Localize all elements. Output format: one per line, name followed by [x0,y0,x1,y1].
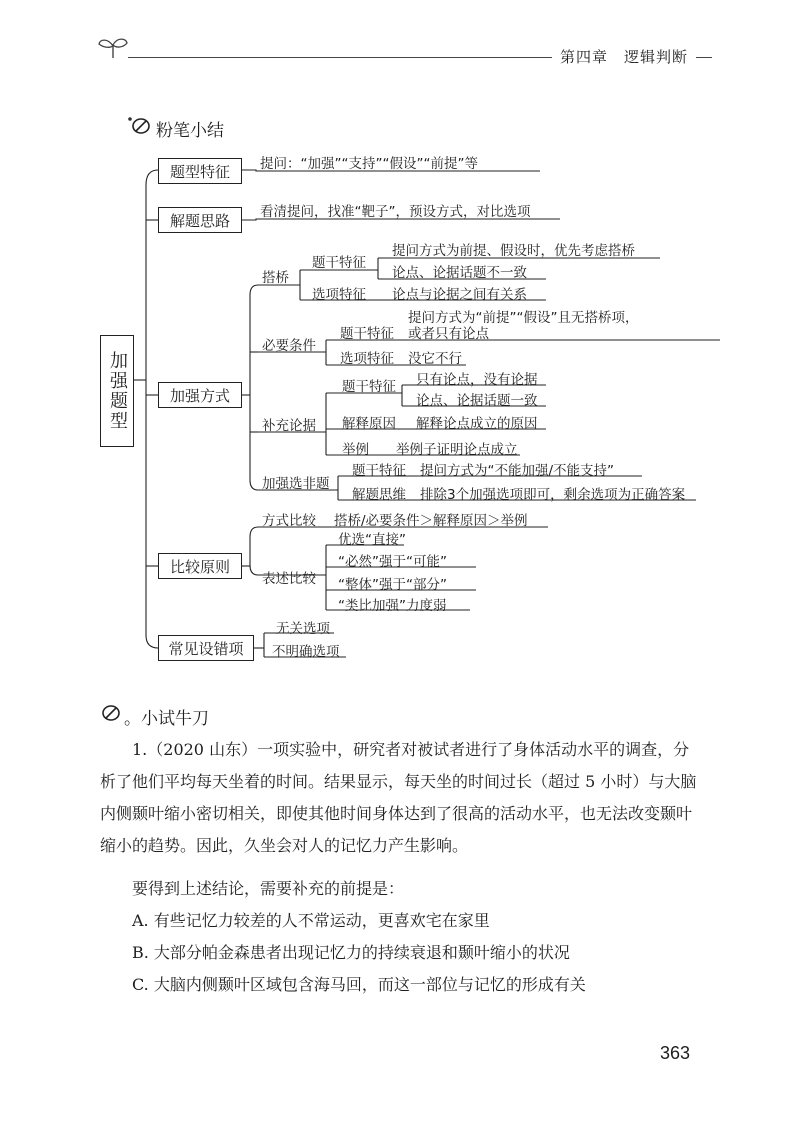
node-compare-principle [158,553,242,579]
question-stem [100,734,700,862]
practice-pencil-icon [100,703,122,727]
non-strengthen-stem-label: 题干特征 [352,463,406,479]
non-strengthen-idea-label: 解题思维 [352,487,406,503]
solve-idea-desc: 看清提问，找准“靶子”，预设方式，对比选项 [260,204,531,220]
node-label: 题型特征 [169,162,230,181]
option-b[interactable]: B. 大部分帕金森患者出现记忆力的持续衰退和颞叶缩小的状况 [132,943,570,962]
question-line: 缩小的趋势。因此，久坐会对人的记忆力产生影响。 [100,836,469,855]
root-node-label: 加强题型 [107,351,128,431]
bridge-stem-label: 题干特征 [312,255,366,271]
supplement-example-label: 举例 [342,442,369,458]
bridge-option-desc: 论点与论据之间有关系 [392,287,527,303]
node-strengthen-methods [158,382,242,408]
option-a[interactable]: A. 有些记忆力较差的人不常运动，更喜欢宅在家里 [132,911,490,930]
node-common-wrong-options [158,635,254,661]
supplement-example-desc: 举例子证明论点成立 [396,442,518,458]
bridge-label: 搭桥 [262,270,289,286]
necessary-option-desc: 没它不行 [408,351,462,367]
question-prompt: 要得到上述结论，需要补充的前提是： [132,879,405,898]
node-solve-idea [158,207,242,233]
bridge-stem-item: 论点、论据话题不一致 [392,265,527,281]
common-wrong-item: 不明确选项 [272,644,340,660]
bridge-option-label: 选项特征 [312,287,366,303]
chapter-title: 第四章 逻辑判断 [552,46,696,67]
compare-way-desc: 搭桥/必要条件＞解释原因＞举例 [334,513,528,529]
non-strengthen-label: 加强选非题 [262,476,330,492]
necessary-option-label: 选项特征 [340,351,394,367]
question-line: 析了他们平均每天坐着的时间。结果显示，每天坐的时间过长（超过 5 小时）与大脑 [100,772,697,791]
supplement-stem-item: 只有论点，没有论据 [416,372,538,388]
compare-expr-item: “必然”强于“可能” [338,554,447,570]
node-label: 常见设错项 [168,639,244,658]
bridge-stem-item: 提问方式为前提、假设时，优先考虑搭桥 [392,243,635,259]
node-question-type-feature [158,158,242,184]
common-wrong-item: 无关选项 [276,621,330,637]
question-line: 1.（2020 山东）一项实验中，研究者对被试者进行了身体活动水平的调查，分 [132,740,690,759]
compare-expr-item: “整体”强于“部分” [338,577,447,593]
practice-section-title [124,704,209,729]
compare-expr-item: 优选“直接” [338,532,406,548]
non-strengthen-stem-desc: 提问方式为“不能加强/不能支持” [420,463,615,479]
root-node-strengthen [100,335,134,447]
supplement-explain-label: 解释原因 [342,416,396,432]
compare-expr-item: “类比加强”力度弱 [338,598,447,614]
summary-section-title: 粉笔小结 [156,121,224,141]
practice-dot: 。 [124,709,141,729]
supplement-explain-desc: 解释论点成立的原因 [416,416,538,432]
q-type-feature-desc: 提问：“加强”“支持”“假设”“前提”等 [260,156,478,172]
necessary-label: 必要条件 [262,338,316,354]
supplement-label: 补充论据 [262,418,316,434]
question-line: 内侧颞叶缩小密切相关，即使其他时间身体达到了很高的活动水平，也无法改变颞叶 [100,804,693,823]
necessary-stem-desc-line2: 或者只有论点 [408,326,489,342]
supplement-stem-label: 题干特征 [342,379,396,395]
node-label: 比较原则 [169,557,230,576]
compare-expr-label: 表述比较 [262,571,316,587]
necessary-stem-label: 题干特征 [340,326,394,342]
page-number: 363 [660,1043,691,1063]
option-c[interactable]: C. 大脑内侧颞叶区域包含海马回，而这一部位与记忆的形成有关 [132,975,586,994]
practice-title-text: 小试牛刀 [141,709,209,729]
necessary-stem-desc-line1: 提问方式为“前提”“假设”且无搭桥项， [408,310,639,326]
node-label: 解题思路 [169,211,230,230]
node-label: 加强方式 [169,386,230,405]
non-strengthen-idea-desc: 排除3个加强选项即可，剩余选项为正确答案 [420,487,686,503]
supplement-stem-item: 论点、论据话题一致 [416,393,538,409]
compare-way-label: 方式比较 [262,513,316,529]
